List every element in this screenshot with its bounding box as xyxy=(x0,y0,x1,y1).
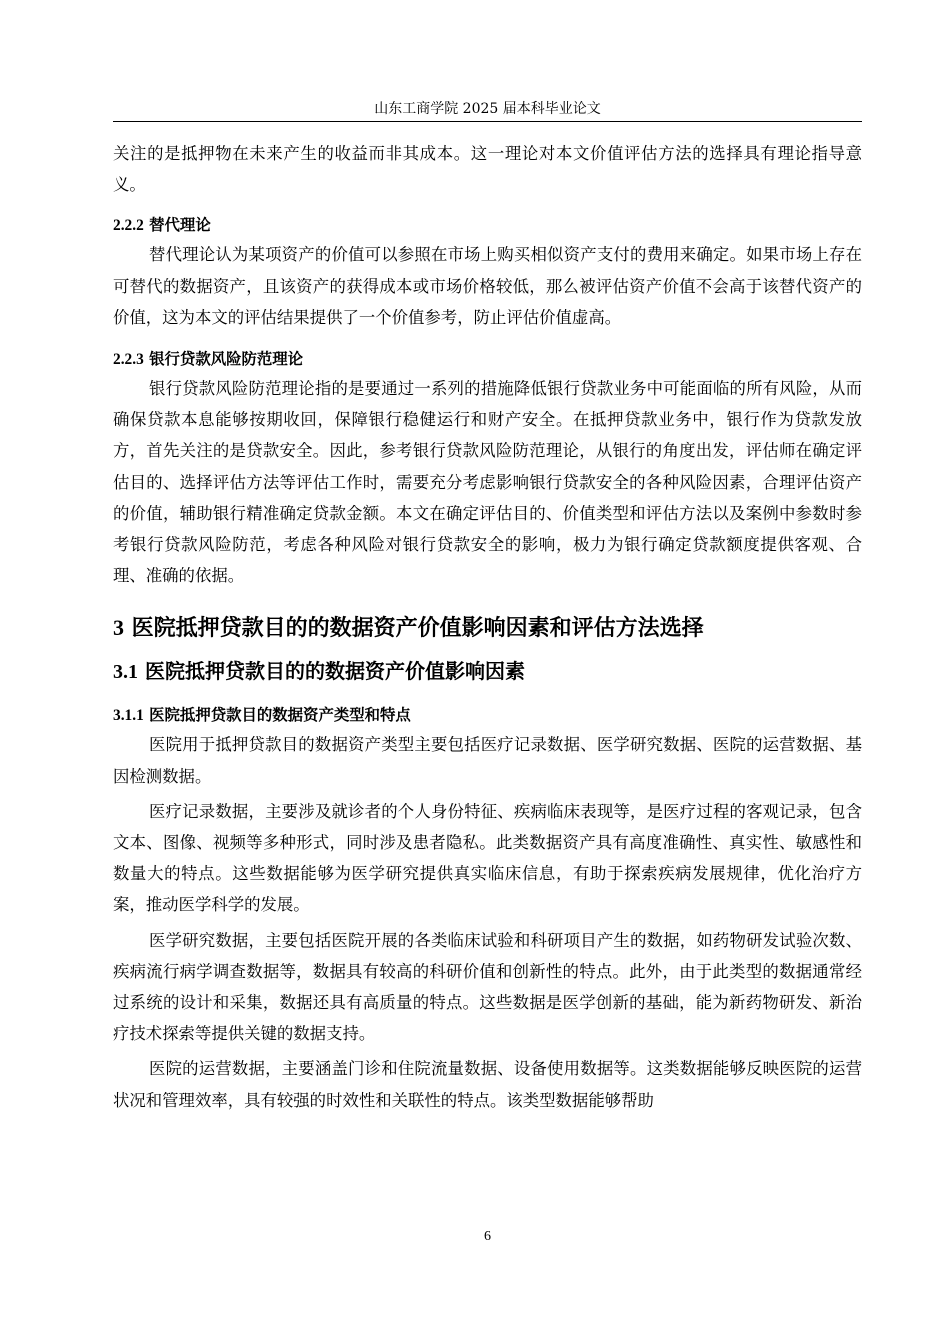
heading-number: 3.1 xyxy=(113,661,138,684)
heading-number: 3 xyxy=(113,615,124,641)
document-body xyxy=(113,138,862,1116)
running-header: 山东工商学院 2025 届本科毕业论文 xyxy=(374,101,601,117)
paragraph-3-1-1-b: 医疗记录数据，主要涉及就诊者的个人身份特征、疾病临床表现等，是医疗过程的客观记录，包含文本、图像、视频等多种形式，同时涉及患者隐私。此类数据资产具有高度准确性、真实性、敏感性和数量大的特点。这些数据能够为医学研究提供真实临床信息，有助于探索疾病发展规律，优化治疗方案，推动医学科学的发展。 xyxy=(113,801,862,915)
heading-number: 2.2.2 xyxy=(113,217,144,235)
paragraph-2-2-2: 替代理论认为某项资产的价值可以参照在市场上购买相似资产支付的费用来确定。如果市场上存在可替代的数据资产，且该资产的获得成本或市场价格较低，那么被评估资产价值不会高于该替代资产的价值，这为本文的评估结果提供了一个价值参考，防止评估价值虚高。 xyxy=(113,245,862,327)
heading-number: 2.2.3 xyxy=(113,351,144,369)
paragraph-3-1-1-c: 医学研究数据，主要包括医院开展的各类临床试验和科研项目产生的数据，如药物研发试验次数、疾病流行病学调查数据等，数据具有较高的科研价值和创新性的特点。此外，由于此类型的数据通常经过系统的设计和采集，数据还具有高质量的特点。这些数据是医学创新的基础，能为新药物研发、新治疗技术探索等提供关键的数据支持。 xyxy=(113,930,862,1044)
heading-2-2-3 xyxy=(113,348,862,371)
intro-paragraph: 关注的是抵押物在未来产生的收益而非其成本。这一理论对本文价值评估方法的选择具有理论指导意义。 xyxy=(113,144,862,195)
heading-number: 3.1.1 xyxy=(113,707,144,725)
heading-3-1-1 xyxy=(113,704,862,727)
heading-title: 替代理论 xyxy=(149,216,211,235)
heading-chapter-3 xyxy=(113,613,862,644)
heading-title: 医院抵押贷款目的的数据资产价值影响因素 xyxy=(144,659,525,684)
paragraph-3-1-1-d: 医院的运营数据，主要涵盖门诊和住院流量数据、设备使用数据等。这类数据能够反映医院的运营状况和管理效率，具有较强的时效性和关联性的特点。该类型数据能够帮助 xyxy=(113,1059,862,1110)
heading-title: 医院抵押贷款目的的数据资产价值影响因素和评估方法选择 xyxy=(131,616,704,642)
paragraph-3-1-1-a: 医院用于抵押贷款目的数据资产类型主要包括医疗记录数据、医学研究数据、医院的运营数据、基因检测数据。 xyxy=(113,735,862,786)
heading-3-1 xyxy=(113,657,862,686)
page-number: 6 xyxy=(484,1229,491,1244)
heading-2-2-2 xyxy=(113,214,862,237)
heading-title: 医院抵押贷款目的数据资产类型和特点 xyxy=(149,706,411,725)
paragraph-2-2-3: 银行贷款风险防范理论指的是要通过一系列的措施降低银行贷款业务中可能面临的所有风险，从而确保贷款本息能够按期收回，保障银行稳健运行和财产安全。在抵押贷款业务中，银行作为贷款发放方，首先关注的是贷款安全。因此，参考银行贷款风险防范理论，从银行的角度出发，评估师在确定评估目的、选择评估方法等评估工作时，需要充分考虑影响银行贷款安全的各种风险因素，合理评估资产的价值，辅助银行精准确定贷款金额。本文在确定评估目的、价值类型和评估方法以及案例中参数时参考银行贷款风险防范，考虑各种风险对银行贷款安全的影响，极力为银行确定贷款额度提供客观、合理、准确的依据。 xyxy=(113,379,862,586)
heading-title: 银行贷款风险防范理论 xyxy=(149,350,304,369)
header-rule xyxy=(113,121,862,122)
